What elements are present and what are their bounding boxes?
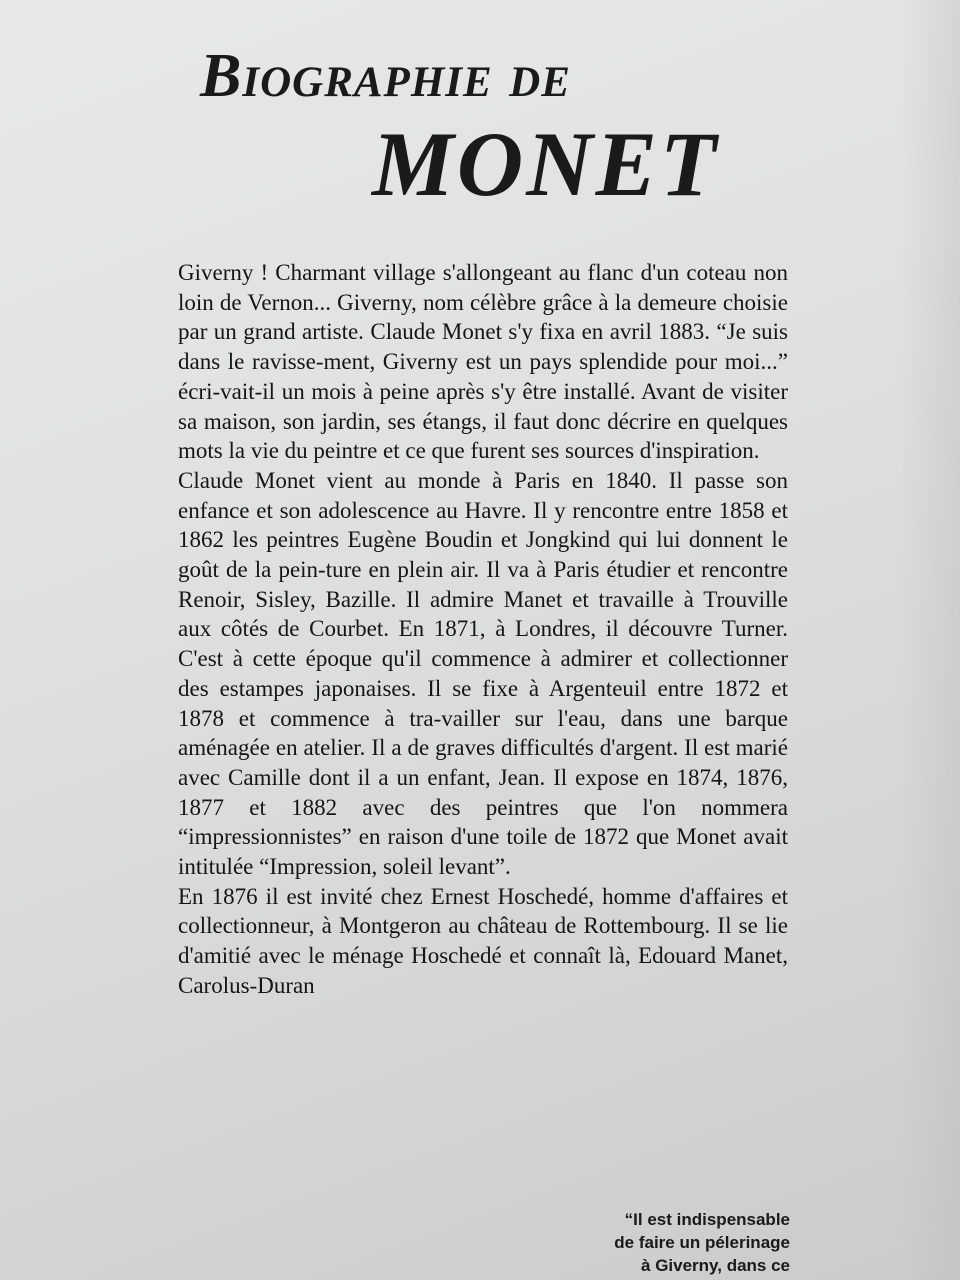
title-line-monet: MONET [372, 113, 720, 215]
page-title [200, 40, 820, 216]
quote-line-3: à Giverny, dans ce [641, 1256, 790, 1275]
paragraph-early-life: Claude Monet vient au monde à Paris en 1840. Il passe son enfance et son adolescence au Havre. Il y rencontre entre 1858 et 1862 les peintres Eugène Boudin et Jongkind qui lui donnent le goût de la pein-ture en plein air. Il va à Paris étudier et rencontre Renoir, Sisley, Bazille. Il admire Manet et travaille à Trouville aux côtés de Courbet. En 1871, à Londres, il découvre Turner. C'est à cette époque qu'il commence à admirer et collectionner des estampes japonaises. Il se fixe à Argenteuil entre 1872 et 1878 et commence à tra-vailler sur l'eau, dans une barque aménagée en atelier. Il a de graves difficultés d'argent. Il est marié avec Camille dont il a un enfant, Jean. Il expose en 1874, 1876, 1877 et 1882 avec des peintres que l'on nommera “impressionnistes” en raison d'une toile de 1872 que Monet avait intitulée “Impression, soleil levant”. [178, 467, 788, 880]
title-line-biographie: Biographie de [200, 42, 571, 110]
biography-text [178, 258, 788, 1001]
pull-quote [560, 1208, 790, 1277]
paragraph-giverny: Giverny ! Charmant village s'allongeant au flanc d'un coteau non loin de Vernon... Giverny, nom célèbre grâce à la demeure choisie par un grand artiste. Claude Monet s'y fixa en avril 1883. “Je suis dans le ravisse-ment, Giverny est un pays splendide pour moi...” écri-vait-il un mois à peine après s'y être installé. Avant de visiter sa maison, son jardin, ses étangs, il faut donc décrire en quelques mots la vie du peintre et ce que furent ses sources d'inspiration. [178, 260, 788, 464]
quote-line-1: “Il est indispensable [624, 1210, 790, 1229]
quote-line-2: de faire un pélerinage [614, 1233, 790, 1252]
page-edge-shadow [900, 0, 960, 1280]
paragraph-hoschede: En 1876 il est invité chez Ernest Hoschedé, homme d'affaires et collectionneur, à Montgeron au château de Rottembourg. Il se lie d'amitié avec le ménage Hoschedé et connaît là, Edouard Manet, Carolus-Duran [178, 883, 788, 998]
